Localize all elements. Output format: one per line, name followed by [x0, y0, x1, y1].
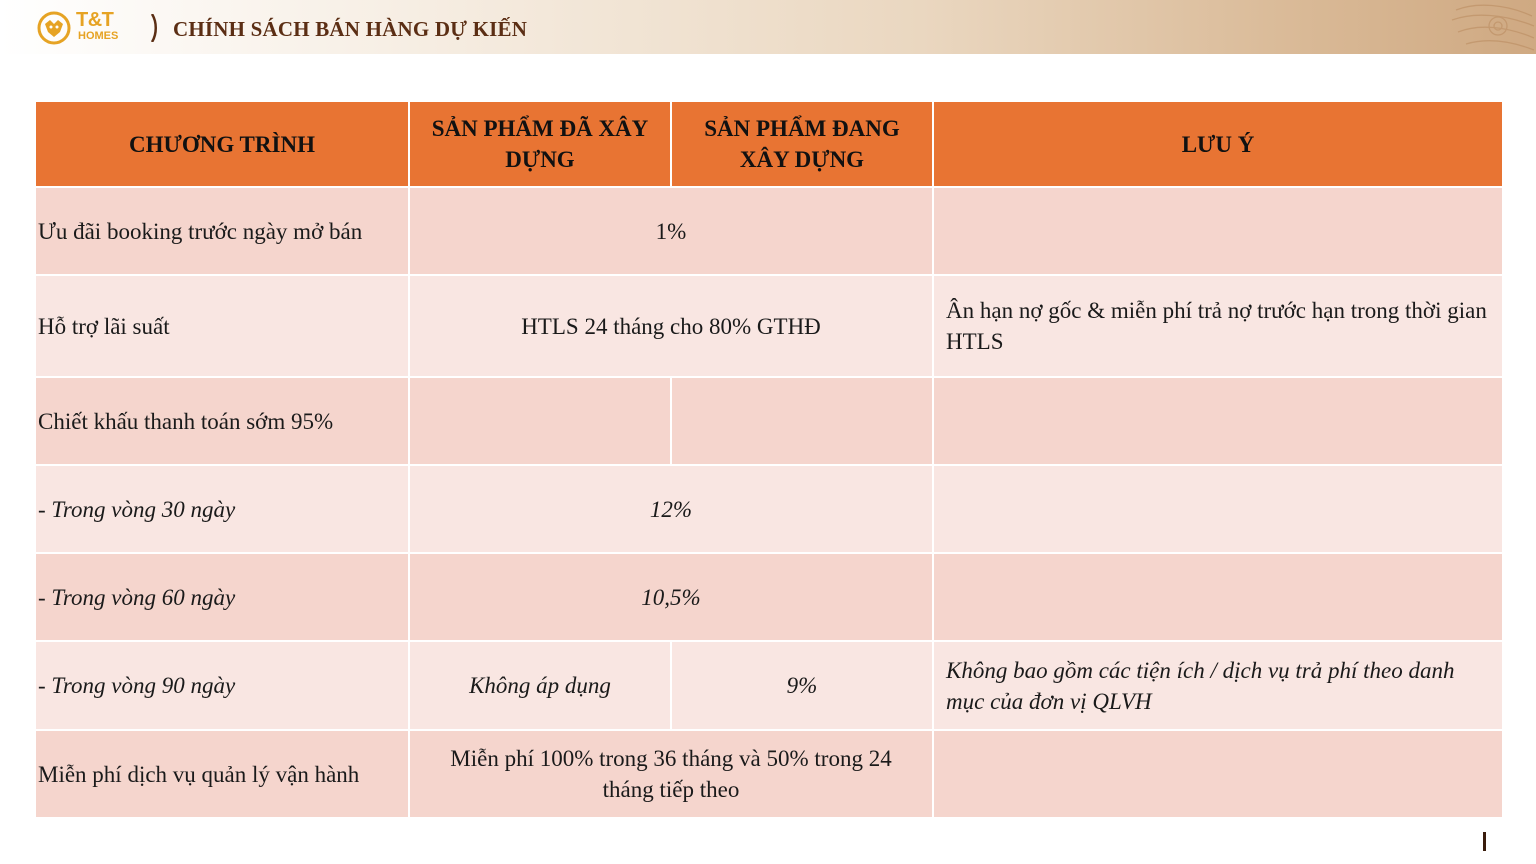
- program-cell: Chiết khấu thanh toán sớm 95%: [35, 377, 409, 465]
- note-cell: Không bao gồm các tiện ích / dịch vụ trả phí theo danh mục của đơn vị QLVH: [933, 641, 1503, 730]
- program-cell: - Trong vòng 90 ngày: [35, 641, 409, 730]
- value-cell-building: 9%: [671, 641, 933, 730]
- page-marker: [1483, 832, 1486, 851]
- brand-logo[interactable]: [36, 8, 132, 48]
- table-row: [35, 730, 1503, 818]
- value-cell-built: Không áp dụng: [409, 641, 671, 730]
- column-header-built: SẢN PHẨM ĐÃ XÂY DỰNG: [409, 101, 671, 187]
- program-cell: - Trong vòng 30 ngày: [35, 465, 409, 553]
- title-divider-icon: [150, 14, 158, 42]
- value-cell: HTLS 24 tháng cho 80% GTHĐ: [409, 275, 933, 377]
- logo-sub-text: HOMES: [78, 30, 119, 42]
- table-header-row: [35, 101, 1503, 187]
- note-cell: [933, 730, 1503, 818]
- note-cell: [933, 187, 1503, 275]
- value-cell-building: [671, 377, 933, 465]
- note-cell: [933, 465, 1503, 553]
- program-cell: Hỗ trợ lãi suất: [35, 275, 409, 377]
- program-cell: Ưu đãi booking trước ngày mở bán: [35, 187, 409, 275]
- note-cell: [933, 377, 1503, 465]
- value-cell-built: [409, 377, 671, 465]
- page-title: CHÍNH SÁCH BÁN HÀNG DỰ KIẾN: [173, 17, 528, 41]
- table-row: [35, 377, 1503, 465]
- value-cell: Miễn phí 100% trong 36 tháng và 50% trong 24 tháng tiếp theo: [409, 730, 933, 818]
- policy-table: [34, 100, 1504, 819]
- tiger-logo-icon: [36, 10, 74, 46]
- table-row: [35, 553, 1503, 641]
- note-cell: Ân hạn nợ gốc & miễn phí trả nợ trước hạn trong thời gian HTLS: [933, 275, 1503, 377]
- value-cell: 1%: [409, 187, 933, 275]
- program-cell: Miễn phí dịch vụ quản lý vận hành: [35, 730, 409, 818]
- column-header-note: LƯU Ý: [933, 101, 1503, 187]
- table-row: [35, 187, 1503, 275]
- note-cell: [933, 553, 1503, 641]
- table-row: [35, 641, 1503, 730]
- tiger-pattern-icon: [1446, 0, 1536, 54]
- table-row: [35, 275, 1503, 377]
- value-cell: 12%: [409, 465, 933, 553]
- column-header-program: CHƯƠNG TRÌNH: [35, 101, 409, 187]
- table-row: [35, 465, 1503, 553]
- value-cell: 10,5%: [409, 553, 933, 641]
- column-header-building: SẢN PHẨM ĐANG XÂY DỰNG: [671, 101, 933, 187]
- logo-brand-text: T&T: [76, 9, 114, 31]
- program-cell: - Trong vòng 60 ngày: [35, 553, 409, 641]
